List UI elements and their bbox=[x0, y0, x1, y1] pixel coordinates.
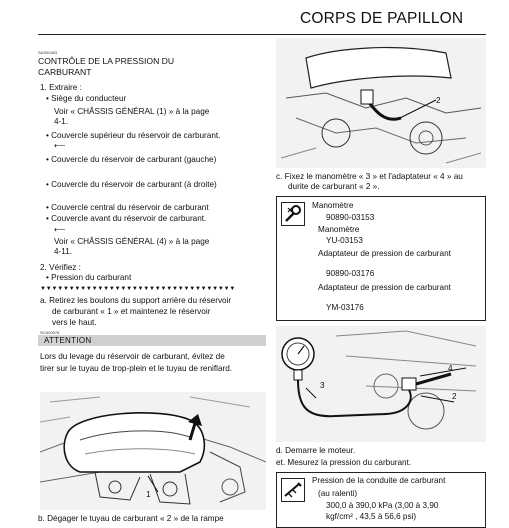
item-cover-right: • Couvercle du réservoir de carburant (à droite) bbox=[46, 180, 217, 189]
reference-1-line2: 4-1. bbox=[54, 117, 69, 126]
step-a-line3: vers le haut. bbox=[52, 318, 97, 327]
section-heading-line1: CONTRÔLE DE LA PRESSION DU bbox=[38, 56, 175, 66]
caliper-icon bbox=[281, 478, 305, 502]
step-b: b. Dégager le tuyau de carburant « 2 » de la rampe bbox=[38, 514, 224, 523]
spec-line-2: (au ralenti) bbox=[318, 489, 358, 498]
tool-3-code: 90890-03176 bbox=[326, 269, 375, 278]
figure-fuel-hose bbox=[276, 38, 486, 168]
reference-2-line1: Voir « CHÂSSIS GÉNÉRAL (4) » à la page bbox=[54, 237, 210, 246]
arrow-icon: ⟵ bbox=[54, 141, 66, 150]
figure-pressure-gauge bbox=[276, 326, 486, 442]
caution-code: SCA00976 bbox=[40, 330, 60, 335]
tool-1-code: 90890-03153 bbox=[326, 213, 375, 222]
arrow-icon: ⟵ bbox=[54, 225, 66, 234]
step-2: 2. Vérifiez : bbox=[40, 263, 81, 272]
item-front-cover: • Couvercle avant du réservoir de carburant. bbox=[46, 214, 207, 223]
procedure-triangles: ▼▼▼▼▼▼▼▼▼▼▼▼▼▼▼▼▼▼▼▼▼▼▼▼▼▼▼▼▼▼▼▼▼▼ bbox=[40, 286, 236, 292]
item-pressure: • Pression du carburant bbox=[46, 273, 132, 282]
fig1-callout-1: 1 bbox=[146, 490, 151, 499]
step-e: et. Mesurez la pression du carburant. bbox=[276, 458, 412, 467]
step-a-line1: a. Retirez les boulons du support arrière du réservoir bbox=[40, 296, 232, 305]
item-cover-left: • Couvercle du réservoir de carburant (gauche) bbox=[46, 155, 217, 164]
fig3-callout-4: 4 bbox=[448, 364, 453, 373]
page-title: CORPS DE PAPILLON bbox=[300, 10, 464, 27]
step-a-line2: de carburant « 1 » et maintenez le réservoir bbox=[52, 307, 211, 316]
step-1: 1. Extraire : bbox=[40, 83, 82, 92]
step-d: d. Demarre le moteur. bbox=[276, 446, 356, 455]
tool-3-name: Adaptateur de pression de carburant bbox=[318, 249, 451, 258]
tool-2-code: YU-03153 bbox=[326, 236, 363, 245]
step-c-line1: c. Fixez le manomètre « 3 » et l'adaptateur « 4 » au bbox=[276, 172, 463, 181]
attention-label: ATTENTION bbox=[44, 336, 92, 345]
item-center-cover: • Couvercle central du réservoir de carburant bbox=[46, 203, 209, 212]
spec-line-4: kgf/cm² , 43,5 à 56,6 psi) bbox=[326, 512, 417, 521]
tool-4-code: YM-03176 bbox=[326, 303, 364, 312]
attention-text-line2: tirer sur le tuyau de trop-plein et le tuyau de reniflard. bbox=[40, 364, 233, 373]
spec-line-1: Pression de la conduite de carburant bbox=[312, 476, 446, 485]
reference-1-line1: Voir « CHÂSSIS GÉNÉRAL (1) » à la page bbox=[54, 107, 210, 116]
wrench-icon bbox=[281, 202, 305, 226]
tool-1-name: Manomètre bbox=[312, 201, 354, 210]
fig3-callout-2: 2 bbox=[452, 392, 457, 401]
reference-2-line2: 4-11. bbox=[54, 247, 73, 256]
item-top-cover: • Couvercle supérieur du réservoir de carburant. bbox=[46, 131, 221, 140]
section-heading-line2: CARBURANT bbox=[38, 67, 92, 77]
spec-line-3: 300,0 à 390,0 kPa (3,00 à 3,90 bbox=[326, 501, 439, 510]
tool-2-name: Manomètre bbox=[318, 225, 360, 234]
fig2-callout-2: 2 bbox=[436, 96, 441, 105]
item-seat: • Siège du conducteur bbox=[46, 94, 127, 103]
attention-text-line1: Lors du levage du réservoir de carburant, évitez de bbox=[40, 352, 225, 361]
section-code: SAS00463 bbox=[38, 50, 58, 55]
header-rule bbox=[38, 34, 486, 35]
fig3-callout-3: 3 bbox=[320, 381, 325, 390]
tool-4-name: Adaptateur de pression de carburant bbox=[318, 283, 451, 292]
figure-fuel-tank bbox=[40, 392, 266, 510]
step-c-line2: durite de carburant « 2 ». bbox=[288, 182, 380, 191]
